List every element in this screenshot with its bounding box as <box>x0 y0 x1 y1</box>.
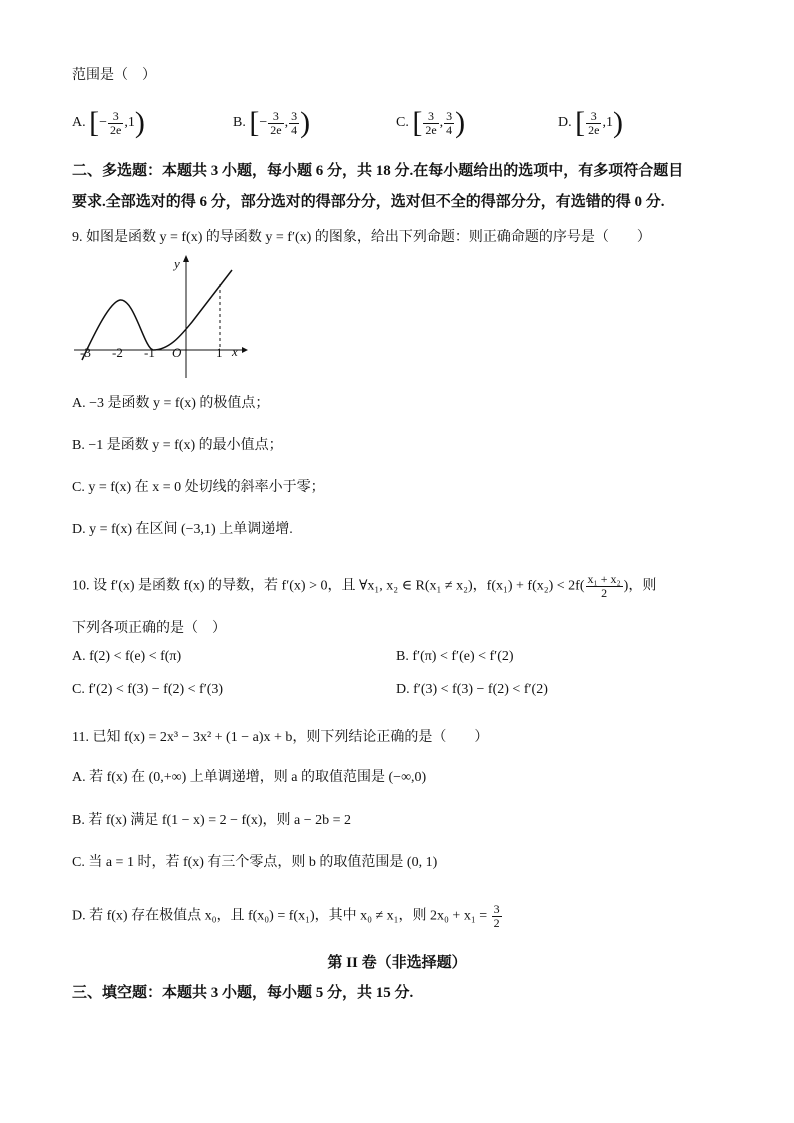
y-axis-label: y <box>174 256 180 271</box>
tick-label-1: 1 <box>216 345 223 360</box>
q8-option-d: D. [ $\frac{3}{2e}$ ,1) <box>558 106 623 139</box>
q11-option-b: B. 若 f(x) 满足 f(1 − x) = 2 − f(x)，则 a − 2b = 2 <box>72 813 351 828</box>
q10-stem: 10. 设 f′(x) 是函数 f(x) 的导数，若 f′(x) > 0，且 ∀x₁, x₂ ∈ R(x₁ ≠ x₂)，f(x₁) + f(x₂) < 2f( $\frac{\text{x₁ + x₂}}{2}$ )，则 <box>72 572 657 600</box>
q9-option-b: B. −1 是函数 y = f(x) 的最小值点； <box>72 438 283 453</box>
x-axis-arrow <box>242 347 248 353</box>
section3-header: 三、填空题：本题共 3 小题，每小题 5 分，共 15 分. <box>72 985 414 1001</box>
section2-line2: 要求.全部选对的得 6 分，部分选对的得部分分，选对但不全的得部分分，有选错的得 0 分. <box>72 194 665 210</box>
q8-option-b: B. [− $\frac{3}{2e}$ , $\frac{3}{4}$ ) <box>233 106 311 139</box>
tick-label-minus3: -3 <box>80 345 91 360</box>
q9-option-c: C. y = f(x) 在 x = 0 处切线的斜率小于零； <box>72 480 325 495</box>
q9-stem: 9. 如图是函数 y = f(x) 的导函数 y = f′(x) 的图象，给出下列命题：则正确命题的序号是（ ） <box>72 230 651 245</box>
part2-title: 第 II 卷（非选择题） <box>327 955 467 971</box>
q8-option-c: C. [ $\frac{3}{2e}$ , $\frac{3}{4}$ ) <box>396 106 466 139</box>
q10-option-c: C. f′(2) < f(3) − f(2) < f′(3) <box>72 682 224 697</box>
x-axis-label: x <box>232 344 238 359</box>
tick-label-minus1: -1 <box>144 345 155 360</box>
origin-label: O <box>172 345 182 360</box>
q11-option-c: C. 当 a = 1 时，若 f(x) 有三个零点，则 b 的取值范围是 (0, 1) <box>72 855 438 870</box>
q9-derivative-graph <box>70 250 250 385</box>
tick-label-minus2: -2 <box>112 345 123 360</box>
q10-option-d: D. f′(3) < f(3) − f(2) < f′(2) <box>396 682 548 697</box>
q9-option-d: D. y = f(x) 在区间 (−3,1) 上单调递增. <box>72 522 293 537</box>
q11-option-a: A. 若 f(x) 在 (0,+∞) 上单调递增，则 a 的取值范围是 (−∞,0) <box>72 770 427 785</box>
q8-option-a: A. [− $\frac{3}{2e}$ ,1) <box>72 106 145 139</box>
q8-tail: 范围是（ ） <box>72 68 156 83</box>
q9-option-a: A. −3 是函数 y = f(x) 的极值点； <box>72 396 270 411</box>
derivative-curve <box>82 270 232 360</box>
q10-option-a: A. f(2) < f(e) < f(π) <box>72 649 182 664</box>
q11-option-d: D. 若 f(x) 存在极值点 x₀，且 f(x₀) = f(x₁)，其中 x₀ ≠ x₁，则 2x₀ + x₁ = $\frac{3}{2}$ <box>72 902 500 930</box>
y-axis-arrow <box>183 255 189 262</box>
q10-stem-line2: 下列各项正确的是（ ） <box>72 621 226 636</box>
q10-option-b: B. f′(π) < f′(e) < f′(2) <box>396 649 514 664</box>
q11-stem: 11. 已知 f(x) = 2x³ − 3x² + (1 − a)x + b，则下列结论正确的是（ ） <box>72 730 489 745</box>
section2-line1: 二、多选题：本题共 3 小题，每小题 6 分，共 18 分.在每小题给出的选项中，有多项符合题目 <box>72 163 684 179</box>
